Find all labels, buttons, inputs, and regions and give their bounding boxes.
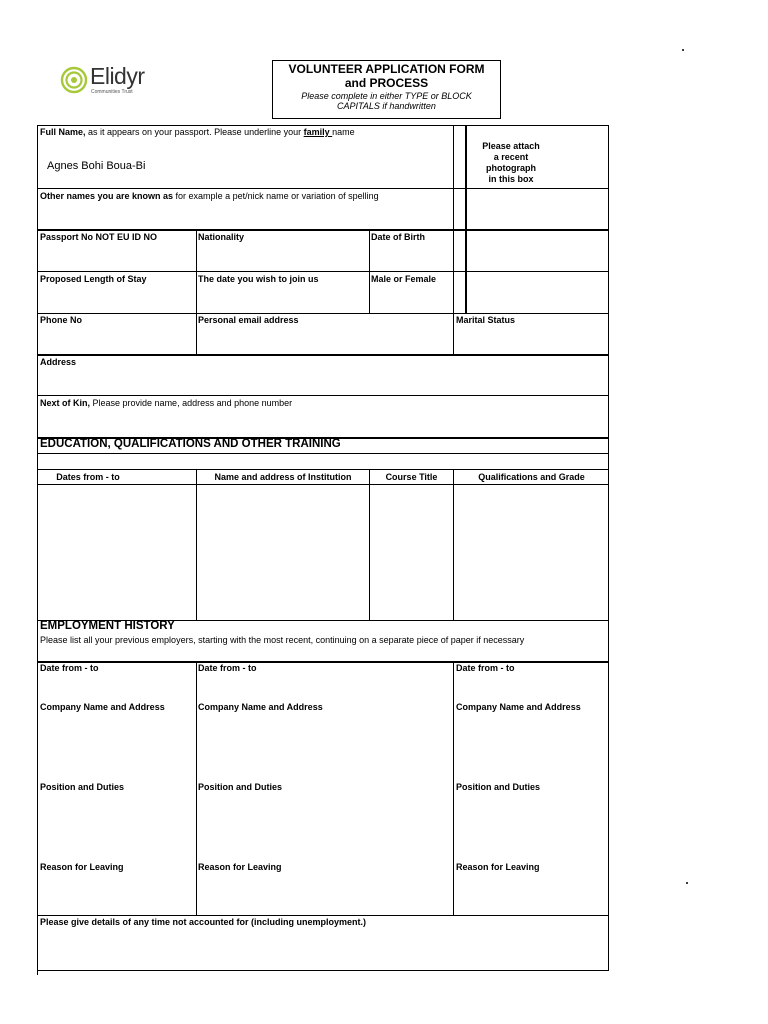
full-name-label: Full Name, as it appears on your passport. Please underline your family name xyxy=(40,127,355,137)
logo-name: Elidyr xyxy=(90,63,145,89)
nationality-label: Nationality xyxy=(198,232,245,242)
title-note1: Please complete in either TYPE or BLOCK xyxy=(301,91,472,101)
join-date-label: The date you wish to join us xyxy=(198,274,319,284)
edu-col-course: Course Title xyxy=(385,472,438,482)
title-note2: CAPITALS if handwritten xyxy=(337,101,436,111)
edu-col-dates: Dates from - to xyxy=(56,472,120,482)
kin-label: Next of Kin, Please provide name, address and phone number xyxy=(40,398,293,408)
emp3-date: Date from - to xyxy=(456,663,515,673)
emp2-date: Date from - to xyxy=(198,663,257,673)
education-heading: EDUCATION, QUALIFICATIONS AND OTHER TRAINING xyxy=(40,438,341,450)
emp2-reason: Reason for Leaving xyxy=(198,862,282,872)
full-name-value[interactable]: Agnes Bohi Boua-Bi xyxy=(47,160,146,172)
logo-mark-icon xyxy=(60,66,90,96)
emp1-position: Position and Duties xyxy=(40,782,125,792)
dob-label: Date of Birth xyxy=(371,232,425,242)
marital-label: Marital Status xyxy=(456,315,516,325)
title-line1: VOLUNTEER APPLICATION FORM xyxy=(288,62,485,76)
employment-note: Please list all your previous employers, starting with the most recent, continuing on a separate piece of paper if necessary xyxy=(40,635,525,645)
emp3-position: Position and Duties xyxy=(456,782,541,792)
logo xyxy=(60,64,160,98)
emp1-company: Company Name and Address xyxy=(40,702,165,712)
phone-label: Phone No xyxy=(40,315,82,325)
edu-col-institution: Name and address of Institution xyxy=(214,472,352,482)
passport-label: Passport No NOT EU ID NO xyxy=(40,232,158,242)
stray-dot xyxy=(682,49,684,51)
title-line2: and PROCESS xyxy=(344,76,429,90)
emp1-date: Date from - to xyxy=(40,663,99,673)
edu-col-qual: Qualifications and Grade xyxy=(478,472,585,482)
logo-tagline: Communities Trust xyxy=(91,89,133,95)
emp3-company: Company Name and Address xyxy=(456,702,581,712)
emp3-reason: Reason for Leaving xyxy=(456,862,540,872)
photo-instructions: Please attach a recent photograph in this box xyxy=(482,141,540,184)
stray-dot xyxy=(686,882,688,884)
address-label: Address xyxy=(40,357,77,367)
stay-label: Proposed Length of Stay xyxy=(40,274,147,284)
emp1-reason: Reason for Leaving xyxy=(40,862,124,872)
emp2-position: Position and Duties xyxy=(198,782,283,792)
employment-heading: EMPLOYMENT HISTORY xyxy=(40,620,175,632)
other-names-label: Other names you are known as for example a pet/nick name or variation of spelling xyxy=(40,191,379,201)
email-label: Personal email address xyxy=(198,315,299,325)
emp2-company: Company Name and Address xyxy=(198,702,323,712)
gap-label: Please give details of any time not accounted for (including unemployment.) xyxy=(40,917,367,927)
gender-label: Male or Female xyxy=(371,274,437,284)
title-box xyxy=(272,60,501,119)
